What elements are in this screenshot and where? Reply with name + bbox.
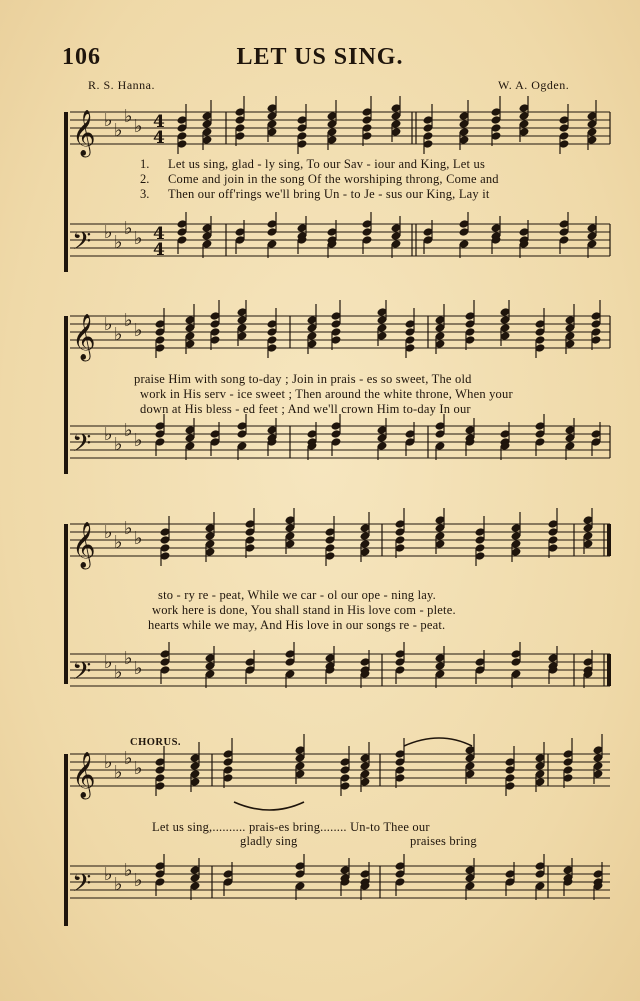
verse-number-2: 2. bbox=[140, 172, 150, 186]
composer-credit: W. A. Ogden. bbox=[498, 78, 570, 92]
verse-number-3: 3. bbox=[140, 187, 150, 201]
svg-text:♭: ♭ bbox=[114, 762, 123, 783]
verse-number-1: 1. bbox=[140, 157, 150, 171]
svg-text:♭: ♭ bbox=[114, 434, 123, 455]
svg-text:♭: ♭ bbox=[124, 860, 133, 881]
svg-text:♭: ♭ bbox=[124, 310, 133, 331]
svg-text:♭: ♭ bbox=[124, 748, 133, 769]
svg-text:𝄢: 𝄢 bbox=[72, 657, 92, 692]
svg-text:♭: ♭ bbox=[104, 752, 113, 773]
page-number: 106 bbox=[62, 44, 101, 70]
svg-text:♭: ♭ bbox=[104, 110, 113, 131]
bass-clef-icon: 𝄢 bbox=[72, 227, 92, 262]
lyric-line: Let us sing, glad - ly sing, To our Sav - iour and King, Let us bbox=[168, 157, 486, 171]
svg-text:♭: ♭ bbox=[134, 320, 143, 341]
lyric-line: hearts while we may, And His love in our songs re - peat. bbox=[148, 618, 446, 632]
svg-text:♭: ♭ bbox=[104, 522, 113, 543]
svg-text:♭: ♭ bbox=[114, 120, 123, 141]
svg-text:♭: ♭ bbox=[124, 518, 133, 539]
svg-text:♭: ♭ bbox=[124, 648, 133, 669]
hymn-title: LET US SING. bbox=[236, 44, 404, 70]
svg-text:♭: ♭ bbox=[134, 116, 143, 137]
lyric-line: Let us sing,.......... prais-es bring........ Un-to Thee our bbox=[152, 820, 430, 834]
svg-text:𝄞: 𝄞 bbox=[72, 522, 96, 568]
svg-text:𝄞: 𝄞 bbox=[72, 314, 96, 360]
lyricist-credit: R. S. Hanna. bbox=[88, 78, 155, 92]
svg-text:♭: ♭ bbox=[104, 864, 113, 885]
chorus-label: CHORUS. bbox=[130, 737, 182, 748]
lyric-line: sto - ry re - peat, While we car - ol our ope - ning lay. bbox=[158, 588, 436, 602]
svg-text:4: 4 bbox=[153, 128, 165, 148]
svg-text:♭: ♭ bbox=[104, 222, 113, 243]
svg-text:♭: ♭ bbox=[134, 758, 143, 779]
lyric-line: praise Him with song to-day ; Join in prais - es so sweet, The old bbox=[134, 372, 472, 386]
svg-text:𝄢: 𝄢 bbox=[72, 869, 92, 904]
svg-text:♭: ♭ bbox=[134, 430, 143, 451]
svg-text:♭: ♭ bbox=[104, 424, 113, 445]
svg-text:𝄢: 𝄢 bbox=[72, 429, 92, 464]
music-system-4 bbox=[0, 730, 640, 940]
svg-text:♭: ♭ bbox=[124, 420, 133, 441]
svg-text:♭: ♭ bbox=[124, 218, 133, 239]
svg-text:♭: ♭ bbox=[104, 314, 113, 335]
svg-text:♭: ♭ bbox=[114, 662, 123, 683]
svg-text:♭: ♭ bbox=[114, 532, 123, 553]
svg-text:4: 4 bbox=[153, 112, 165, 132]
svg-text:♭: ♭ bbox=[134, 528, 143, 549]
svg-text:♭: ♭ bbox=[114, 232, 123, 253]
lyric-line-lower: gladly sing bbox=[240, 834, 298, 848]
lyric-line: Then our off'rings we'll bring Un - to Je - sus our King, Lay it bbox=[168, 187, 490, 201]
treble-clef-icon: 𝄞 bbox=[72, 110, 96, 156]
svg-text:♭: ♭ bbox=[134, 870, 143, 891]
svg-text:𝄞: 𝄞 bbox=[72, 752, 96, 798]
lyric-line: work here is done, You shall stand in His love com - plete. bbox=[152, 603, 456, 617]
svg-text:♭: ♭ bbox=[124, 106, 133, 127]
lyric-line: Come and join in the song Of the worshiping throng, Come and bbox=[168, 172, 499, 186]
svg-text:♭: ♭ bbox=[114, 324, 123, 345]
lyric-line: down at His bless - ed feet ; And we'll crown Him to-day In our bbox=[140, 402, 471, 416]
svg-text:♭: ♭ bbox=[134, 228, 143, 249]
svg-text:♭: ♭ bbox=[134, 658, 143, 679]
svg-text:4: 4 bbox=[153, 240, 165, 260]
svg-text:♭: ♭ bbox=[104, 652, 113, 673]
svg-text:4: 4 bbox=[153, 224, 165, 244]
lyric-line: work in His serv - ice sweet ; Then around the white throne, When your bbox=[140, 387, 513, 401]
lyric-line-lower: praises bring bbox=[410, 834, 477, 848]
svg-text:♭: ♭ bbox=[114, 874, 123, 895]
